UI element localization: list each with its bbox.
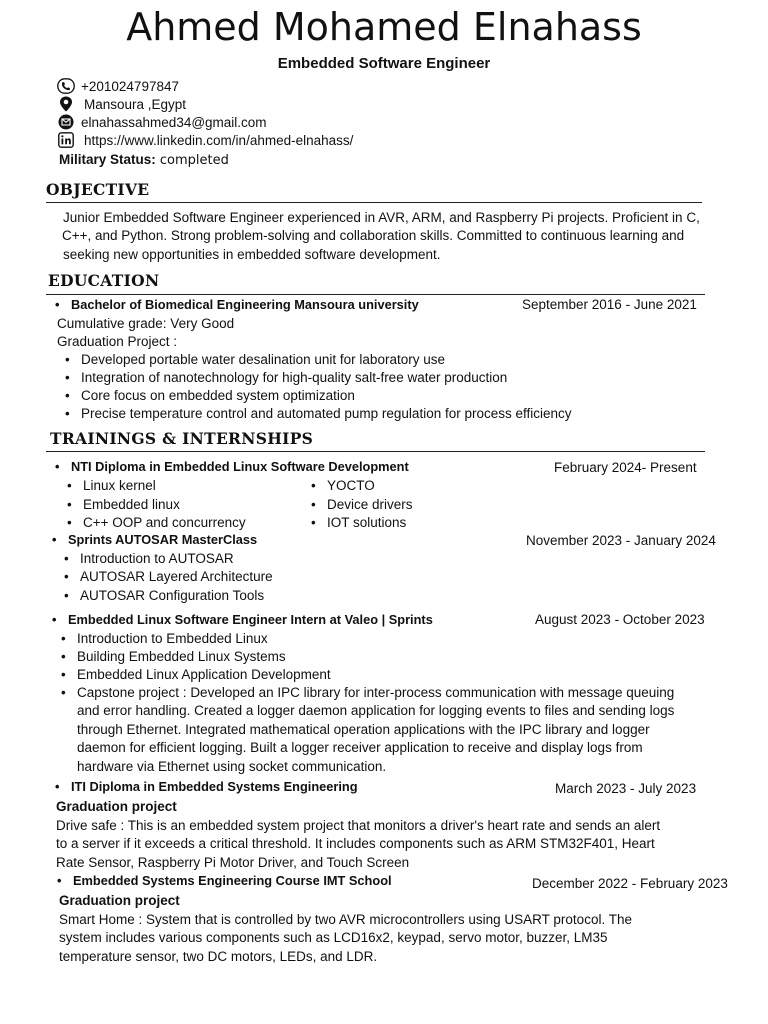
training-title-sprints: • Sprints AUTOSAR MasterClass bbox=[68, 532, 257, 547]
objective-line: C++, and Python. Strong problem-solving and collaboration skills. Committed to continuous learning and bbox=[62, 228, 685, 244]
education-bullet: • Precise temperature control and automated pump regulation for process efficiency bbox=[81, 405, 572, 423]
education-bullet: • Integration of nanotechnology for high-quality salt-free water production bbox=[81, 369, 507, 387]
education-bullet: • Developed portable water desalination unit for laboratory use bbox=[81, 351, 445, 369]
capstone-line: hardware via Ethernet using socket communication. bbox=[77, 758, 387, 774]
valeo-topic: • Building Embedded Linux Systems bbox=[77, 648, 286, 666]
sprints-topic: • Introduction to AUTOSAR bbox=[80, 550, 234, 568]
imt-line: temperature sensor, two DC motors, LEDs, and LDR. bbox=[59, 948, 378, 964]
training-dates-valeo: August 2023 - October 2023 bbox=[535, 612, 705, 627]
sprints-topic: • AUTOSAR Configuration Tools bbox=[80, 587, 264, 605]
section-divider bbox=[46, 294, 705, 295]
email-icon bbox=[57, 113, 75, 131]
contact-email-text[interactable]: elnahassahmed34@gmail.com bbox=[81, 114, 267, 130]
education-grade: Cumulative grade: Very Good bbox=[57, 316, 235, 331]
contact-linkedin[interactable] bbox=[57, 131, 353, 149]
nti-topic: • Embedded linux bbox=[83, 496, 180, 514]
imt-project-label: Graduation project bbox=[59, 893, 180, 908]
phone-icon bbox=[57, 77, 75, 95]
contact-linkedin-text[interactable]: https://www.linkedin.com/in/ahmed-elnahass/ bbox=[84, 132, 354, 148]
resume-role: Embedded Software Engineer bbox=[277, 55, 491, 72]
imt-line: system includes various components such as LCD16x2, keypad, servo motor, buzzer, LM35 bbox=[59, 930, 608, 946]
contact-location bbox=[57, 95, 186, 113]
education-project-label: Graduation Project : bbox=[57, 334, 178, 349]
valeo-capstone bbox=[77, 684, 717, 776]
training-title-iti: • ITI Diploma in Embedded Systems Engineering bbox=[71, 779, 358, 794]
nti-topic: • Device drivers bbox=[327, 496, 413, 514]
capstone-line: and error handling. Created a logger daemon application for logging events to files and sending logs bbox=[77, 703, 675, 719]
section-divider bbox=[46, 202, 702, 203]
imt-line: Smart Home : System that is controlled by two AVR microcontrollers using USART protocol. The bbox=[59, 912, 632, 927]
education-dates: September 2016 - June 2021 bbox=[522, 297, 697, 312]
section-title-education: EDUCATION bbox=[48, 271, 160, 290]
resume-name: Ahmed Mohamed Elnahass bbox=[126, 5, 642, 49]
objective-line: seeking new opportunities in embedded software development. bbox=[63, 246, 441, 262]
capstone-line: daemon for efficient logging. Built a logger receiver application to receive and display logs from bbox=[77, 740, 643, 756]
iti-line: Drive safe : This is an embedded system project that monitors a driver's heart rate and sends an alert bbox=[56, 818, 661, 833]
linkedin-icon bbox=[57, 131, 75, 149]
section-title-objective: OBJECTIVE bbox=[46, 180, 150, 199]
contact-location-text: Mansoura ,Egypt bbox=[84, 96, 187, 112]
nti-topic: • IOT solutions bbox=[327, 514, 406, 532]
section-divider bbox=[46, 451, 705, 452]
nti-topic: • C++ OOP and concurrency bbox=[83, 514, 246, 532]
iti-line: Rate Sensor, Raspberry Pi Motor Driver, and Touch Screen bbox=[56, 854, 410, 870]
training-title-imt: • Embedded Systems Engineering Course IMT School bbox=[73, 873, 392, 888]
training-dates-nti: February 2024- Present bbox=[554, 460, 697, 475]
iti-project-label: Graduation project bbox=[56, 799, 177, 814]
training-dates-imt: December 2022 - February 2023 bbox=[532, 876, 728, 891]
training-title-nti: • NTI Diploma in Embedded Linux Software Development bbox=[71, 459, 409, 474]
nti-topic: • YOCTO bbox=[327, 477, 375, 495]
capstone-line: through Ethernet. Integrated mathematical operation applications with the IPC library and logger bbox=[77, 721, 650, 737]
sprints-topic: • AUTOSAR Layered Architecture bbox=[80, 568, 273, 586]
valeo-topic: • Embedded Linux Application Development bbox=[77, 666, 331, 684]
iti-line: to a server if it exceeds a critical threshold. It includes components such as ARM STM32F401, Heart bbox=[56, 836, 655, 852]
training-dates-iti: March 2023 - July 2023 bbox=[555, 781, 697, 796]
nti-topic: • Linux kernel bbox=[83, 477, 156, 495]
education-degree: • Bachelor of Biomedical Engineering Mansoura university bbox=[71, 297, 419, 312]
iti-project-text bbox=[56, 817, 736, 872]
training-dates-sprints: November 2023 - January 2024 bbox=[526, 533, 716, 548]
contact-phone-text: +201024797847 bbox=[81, 78, 179, 94]
capstone-line: • Capstone project : Developed an IPC library for inter-process communication with message queuing bbox=[77, 685, 675, 700]
location-pin-icon bbox=[57, 95, 75, 113]
military-status-value: completed bbox=[155, 153, 229, 168]
section-title-trainings: TRAININGS & INTERNSHIPS bbox=[50, 429, 314, 448]
military-status-label: Military Status: bbox=[59, 152, 156, 167]
military-status bbox=[59, 151, 229, 170]
imt-project-text bbox=[59, 911, 739, 966]
valeo-topic: • Introduction to Embedded Linux bbox=[77, 630, 268, 648]
objective-text bbox=[63, 209, 743, 264]
training-title-valeo: • Embedded Linux Software Engineer Intern at Valeo | Sprints bbox=[68, 612, 433, 627]
contact-phone bbox=[57, 77, 179, 95]
contact-email[interactable] bbox=[57, 113, 267, 131]
objective-line: Junior Embedded Software Engineer experienced in AVR, ARM, and Raspberry Pi projects. Proficient in C, bbox=[63, 210, 700, 225]
education-bullet: • Core focus on embedded system optimization bbox=[81, 387, 355, 405]
